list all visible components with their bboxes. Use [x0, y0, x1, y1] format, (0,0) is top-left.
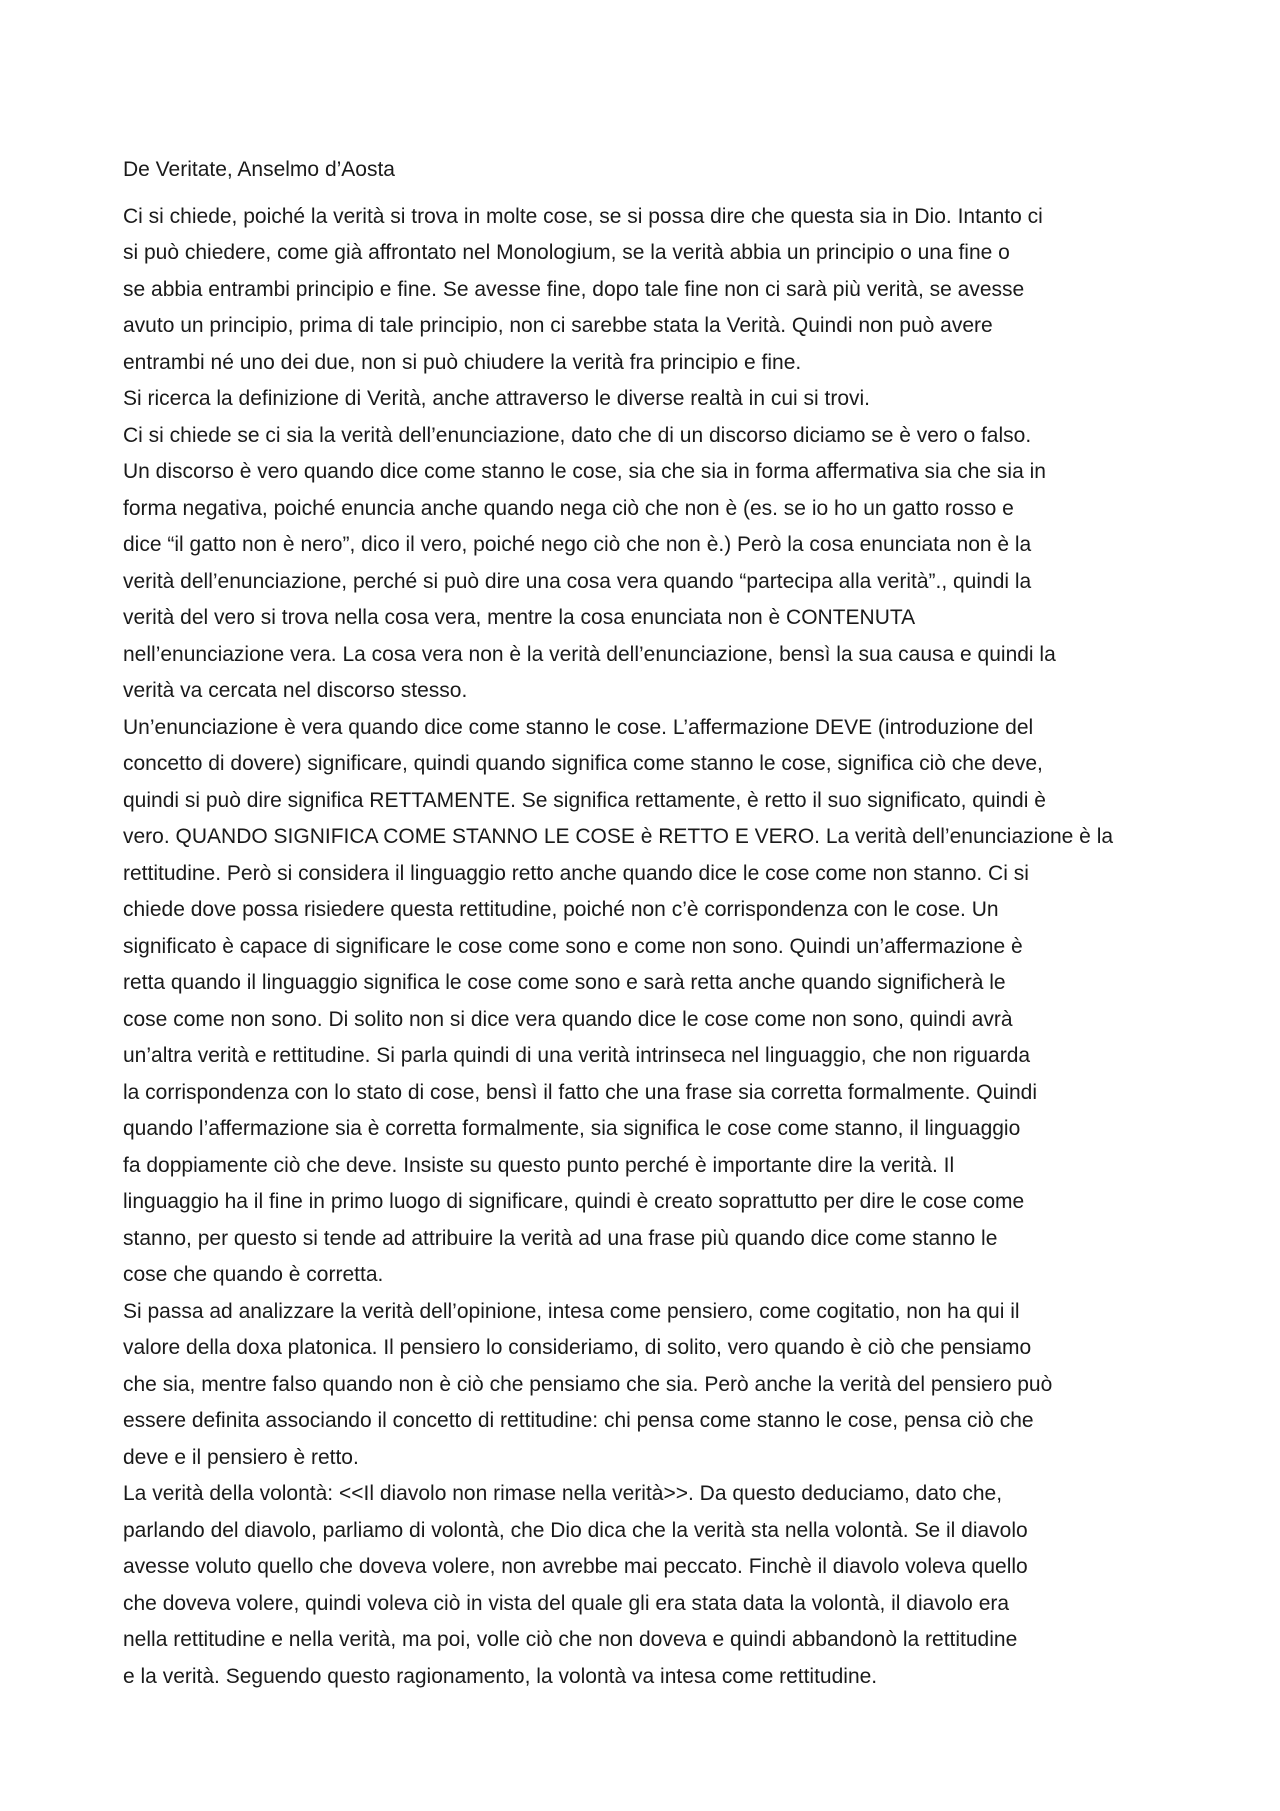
text-line: rettitudine. Però si considera il linguaggio retto anche quando dice le cose come non stanno. Ci si — [123, 861, 1029, 885]
text-line: Ci si chiede, poiché la verità si trova in molte cose, se si possa dire che questa sia in Dio. Intanto ci — [123, 204, 1043, 228]
text-line: essere definita associando il concetto di rettitudine: chi pensa come stanno le cose, pensa ciò che — [123, 1409, 1034, 1432]
text-line: verità dell’enunciazione, perché si può dire una cosa vera quando “partecipa alla verità”., quindi la — [123, 569, 1032, 593]
text-line: chiede dove possa risiedere questa rettitudine, poiché non c’è corrispondenza con le cose. Un — [123, 898, 999, 921]
text-line: deve e il pensiero è retto. — [123, 1445, 359, 1469]
text-line: che sia, mentre falso quando non è ciò che pensiamo che sia. Però anche la verità del pensiero può — [123, 1372, 1053, 1396]
text-line: nell’enunciazione vera. La cosa vera non è la verità dell’enunciazione, bensì la sua causa e quindi la — [123, 642, 1056, 666]
text-line: se abbia entrambi principio e fine. Se avesse fine, dopo tale fine non ci sarà più verità, se avesse — [123, 277, 1025, 301]
text-line: verità va cercata nel discorso stesso. — [123, 679, 468, 702]
text-line: Si ricerca la definizione di Verità, anche attraverso le diverse realtà in cui si trovi. — [123, 387, 871, 410]
text-line: e la verità. Seguendo questo ragionamento, la volontà va intesa come rettitudine. — [123, 1664, 878, 1688]
text-line: Un discorso è vero quando dice come stanno le cose, sia che sia in forma affermativa sia che sia in — [123, 460, 1046, 483]
text-line: un’altra verità e rettitudine. Si parla quindi di una verità intrinseca nel linguaggio, che non riguarda — [123, 1044, 1031, 1067]
text-line: avuto un principio, prima di tale principio, non ci sarebbe stata la Verità. Quindi non può avere — [123, 314, 993, 337]
text-line: La verità della volontà: <<Il diavolo non rimase nella verità>>. Da questo deduciamo, dato che, — [123, 1482, 1003, 1505]
text-line: verità del vero si trova nella cosa vera, mentre la cosa enunciata non è CONTENUTA — [123, 606, 916, 629]
text-line: significato è capace di significare le cose come sono e come non sono. Quindi un’affermazione è — [123, 934, 1023, 958]
text-line: la corrispondenza con lo stato di cose, bensì il fatto che una frase sia corretta formalmente. Quindi — [123, 1080, 1037, 1104]
text-line: Un’enunciazione è vera quando dice come stanno le cose. L’affermazione DEVE (introduzione del — [123, 715, 1034, 739]
text-line: entrambi né uno dei due, non si può chiudere la verità fra principio e fine. — [123, 350, 802, 374]
text-line: Si passa ad analizzare la verità dell’opinione, intesa come pensiero, come cogitatio, non ha qui il — [123, 1299, 1020, 1323]
text-line: valore della doxa platonica. Il pensiero lo consideriamo, di solito, vero quando è ciò che pensiamo — [123, 1336, 1032, 1359]
text-line: linguaggio ha il fine in primo luogo di significare, quindi è creato soprattutto per dire le cose come — [123, 1190, 1025, 1213]
text-line: dice “il gatto non è nero”, dico il vero, poiché nego ciò che non è.) Però la cosa enunciata non è la — [123, 533, 1032, 556]
text-line: vero. QUANDO SIGNIFICA COME STANNO LE COSE è RETTO E VERO. La verità dell’enunciazione è la — [123, 825, 1114, 848]
document-body — [123, 199, 1168, 1696]
text-line: che doveva volere, quindi voleva ciò in vista del quale gli era stata data la volontà, il diavolo era — [123, 1591, 1010, 1615]
text-line: quando l’affermazione sia è corretta formalmente, sia significa le cose come stanno, il linguaggio — [123, 1117, 1021, 1140]
text-line: stanno, per questo si tende ad attribuire la verità ad una frase più quando dice come stanno le — [123, 1226, 998, 1250]
text-line: parlando del diavolo, parliamo di volontà, che Dio dica che la verità sta nella volontà. Se il diavolo — [123, 1518, 1028, 1542]
text-line: cose come non sono. Di solito non si dice vera quando dice le cose come non sono, quindi avrà — [123, 1007, 1013, 1031]
text-line: forma negativa, poiché enuncia anche quando nega ciò che non è (es. se io ho un gatto rosso e — [123, 496, 1014, 520]
text-line: concetto di dovere) significare, quindi quando significa come stanno le cose, significa ciò che deve, — [123, 752, 1043, 775]
document-title: De Veritate, Anselmo d’Aosta — [123, 158, 395, 181]
text-line: si può chiedere, come già affrontato nel Monologium, se la verità abbia un principio o una fine o — [123, 241, 1010, 264]
text-line: fa doppiamente ciò che deve. Insiste su questo punto perché è importante dire la verità. Il — [123, 1153, 955, 1177]
text-line: cose che quando è corretta. — [123, 1263, 384, 1286]
text-line: nella rettitudine e nella verità, ma poi, volle ciò che non doveva e quindi abbandonò la rettitudine — [123, 1628, 1018, 1651]
text-line: Ci si chiede se ci sia la verità dell’enunciazione, dato che di un discorso diciamo se è vero o falso. — [123, 423, 1032, 447]
text-line: avesse voluto quello che doveva volere, non avrebbe mai peccato. Finchè il diavolo voleva quello — [123, 1555, 1028, 1578]
text-line: retta quando il linguaggio significa le cose come sono e sarà retta anche quando significherà le — [123, 971, 1006, 994]
text-line: quindi si può dire significa RETTAMENTE. Se significa rettamente, è retto il suo significato, quindi è — [123, 788, 1046, 812]
